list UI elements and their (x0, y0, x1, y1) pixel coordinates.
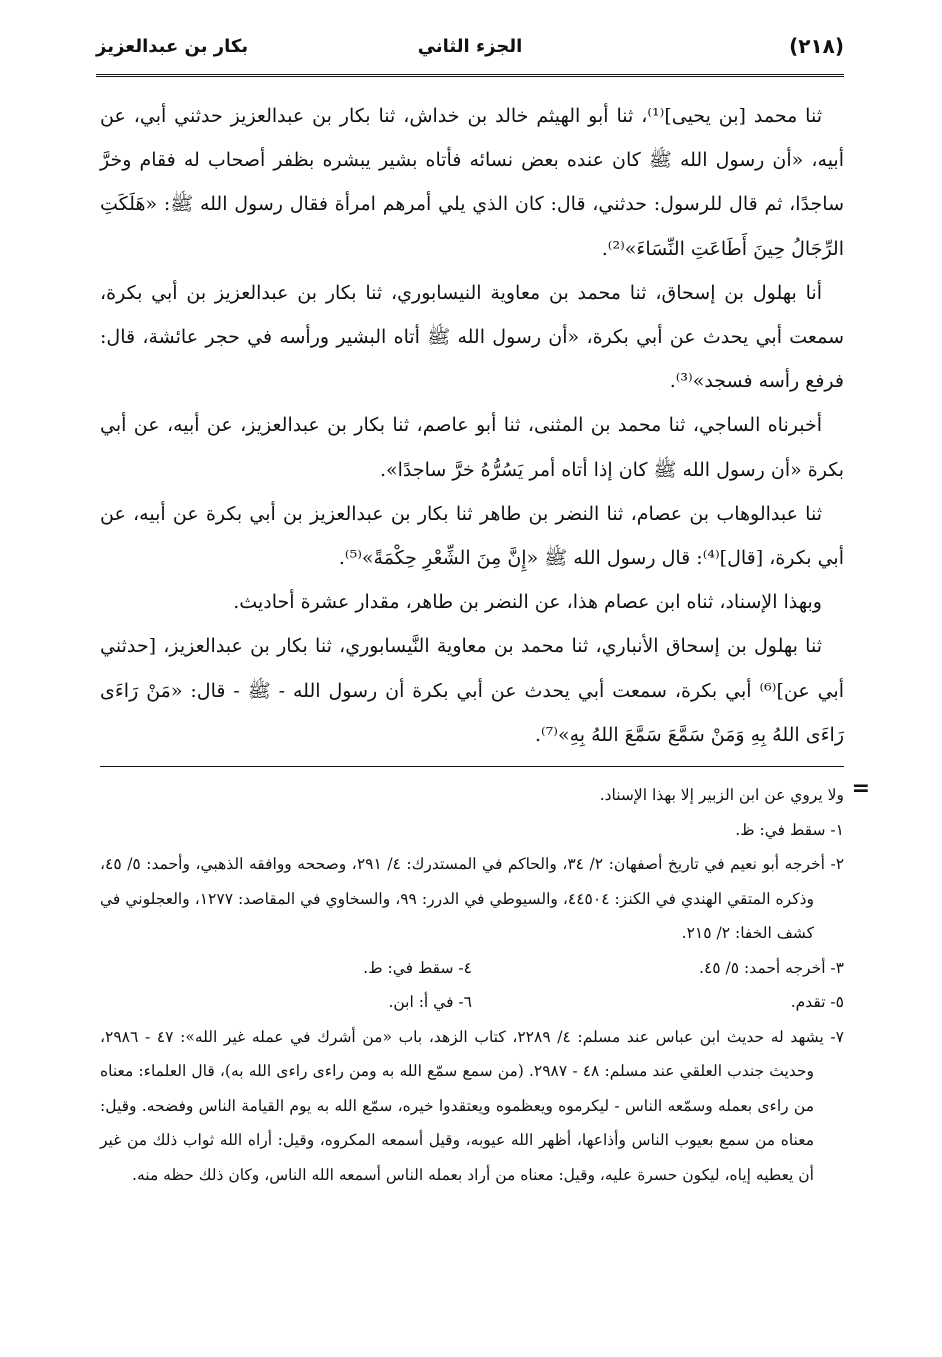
paragraph: أنا بهلول بن إسحاق، ثنا محمد بن معاوية النيسابوري، ثنا بكار بن عبدالعزيز بن أبي بكرة، سمعت أبي يحدث عن أبي بكرة، «أن رسول الله ﷺ أتاه البشير ورأسه في حجر عائشة، قال: فرفع رأسه فسجد»⁽³⁾. (100, 281, 844, 393)
footnotes (100, 778, 844, 1192)
footnote-row (100, 985, 844, 1020)
paragraph: ثنا عبدالوهاب بن عصام، ثنا النضر بن طاهر ثنا بكار بن عبدالعزيز بن أبي بكرة عن أبيه، عن أبي بكرة، [قال]⁽⁴⁾: قال رسول الله ﷺ «إِنَّ مِنَ الشِّعْرِ حِكْمَةً»⁽⁵⁾. (100, 502, 844, 570)
footnote-separator (100, 766, 844, 767)
footnote-row (100, 951, 844, 986)
page-number: (٢١٨) (789, 34, 844, 58)
paragraph: أخبرناه الساجي، ثنا محمد بن المثنى، ثنا أبو عاصم، ثنا بكار بن عبدالعزيز، عن أبيه، عن أبي بكرة «أن رسول الله ﷺ كان إذا أتاه أمر يَسُرُّهُ خرَّ ساجدًا». (100, 414, 844, 481)
paragraph: وبهذا الإسناد، ثناه ابن عصام هذا، عن النضر بن طاهر، مقدار عشرة أحاديث. (233, 591, 822, 614)
page-header (96, 30, 844, 77)
running-author: بكار بن عبدالعزيز (96, 36, 249, 57)
footnote-continuation: ولا يروي عن ابن الزبير إلا بهذا الإسناد. (599, 786, 844, 804)
footnote-1: ١- سقط في: ظ. (735, 820, 844, 839)
footnote-4: ٤- سقط في: ط. (363, 958, 472, 977)
footnote-2: ٢- أخرجه أبو نعيم في تاريخ أصفهان: ٢/ ٣٤، والحاكم في المستدرك: ٤/ ٢٩١، وصححه ووافقه الذهبي، وأحمد: ٥/ ٤٥، وذكره المتقي الهندي في الكنز: ٤٤٥٠٤، والسيوطي في الدرر: ٩٩، والسخاوي في المقاصد: ١٢٧٧، والعجلوني في كشف الخفا: ٢/ ٢١٥. (100, 855, 845, 942)
paragraph: ثنا بهلول بن إسحاق الأنباري، ثنا محمد بن معاوية النَّيسابوري، ثنا بكار بن عبدالعزيز، [حدثني أبي عن]⁽⁶⁾ أبي بكرة، سمعت أبي يحدث عن أبي بكرة أن رسول الله - ﷺ - قال: «مَنْ رَاءَى رَاءَى اللهُ بِهِ وَمَنْ سَمَّعَ سَمَّعَ اللهُ بِهِ»⁽⁷⁾. (100, 635, 844, 746)
continuation-marker: = (851, 776, 870, 801)
paragraph: ثنا محمد [بن يحيى]⁽¹⁾، ثنا أبو الهيثم خالد بن خداش، ثنا بكار بن عبدالعزيز حدثني أبي، عن أبيه، «أن رسول الله ﷺ كان عنده بعض نسائه فأتاه بشير يبشره بظفر أصحاب له فقام وخرَّ ساجدًا، ثم قال للرسول: حدثني، قال: كان الذي يلي أمرهم امرأة فقال رسول الله ﷺ: «هَلَكَتِ الرِّجَالُ حِينَ أَطَاعَتِ النِّسَاءَ»⁽²⁾. (100, 105, 844, 260)
footnote-7: ٧- يشهد له حديث ابن عباس عند مسلم: ٤/ ٢٢٨٩، كتاب الزهد، باب «من أشرك في عمله غير الله»: ٤٧ - ٢٩٨٦، وحديث جندب العلقي عند مسلم: ٤٨ - ٢٩٨٧. (من سمع سمّع الله به ومن راءى راءى الله به)، قال العلماء: معناه من راءى بعمله وسمّعه الناس - ليكرموه ويعظموه ويعتقدوا خيره، سمّع الله به يوم القيامة الناس وفضحه. وقيل: معناه من سمع بعيوب الناس وأذاعها، أظهر الله عيوبه، وقيل أسمعه المكروه، وقيل: أراه الله ثواب ذلك من غير أن يعطيه إياه، ليكون حسرة عليه، وقيل: معناه من أراد بعمله الناس أسمعه الله الناس، وكان ذلك حظه منه. (100, 1027, 844, 1184)
footnote-6: ٦- في أ: ابن. (388, 993, 472, 1011)
main-text (100, 94, 844, 757)
volume-title: الجزء الثاني (417, 36, 523, 57)
footnote-5: ٥- تقدم. (790, 993, 844, 1011)
footnote-3: ٣- أخرجه أحمد: ٥/ ٤٥. (699, 958, 844, 977)
